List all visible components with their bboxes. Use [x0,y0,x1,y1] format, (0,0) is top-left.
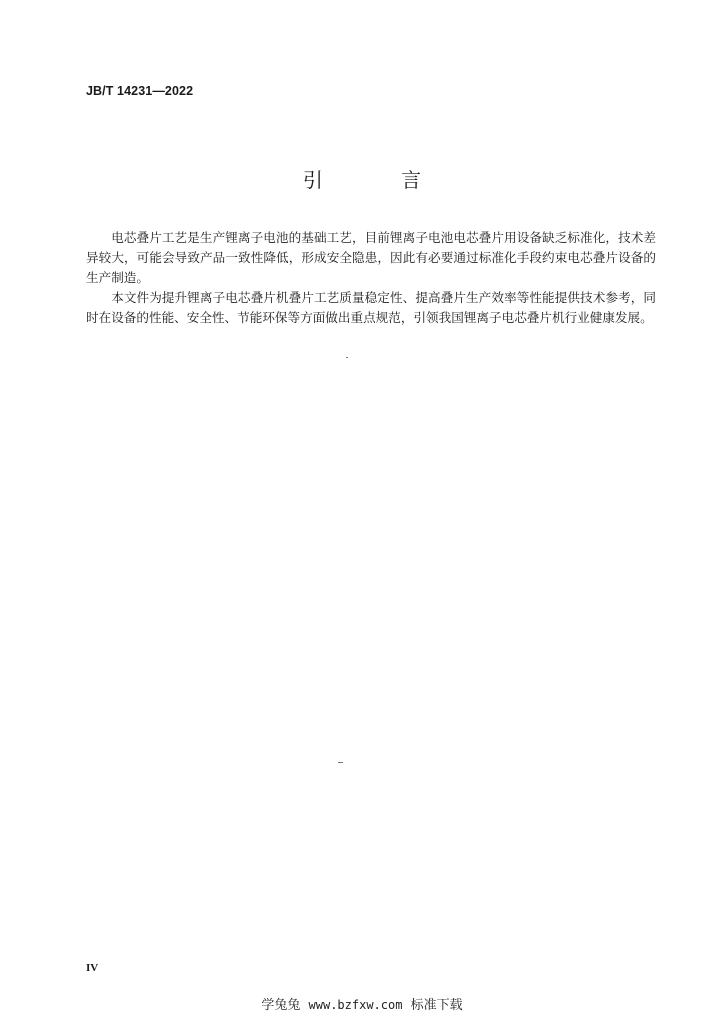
paragraph-1: 电芯叠片工艺是生产锂离子电池的基础工艺，目前锂离子电池电芯叠片用设备缺乏标准化，技术差异较大，可能会导致产品一致性降低，形成安全隐患，因此有必要通过标准化手段约束电芯叠片设备的生产制造。 [86,230,656,285]
standard-number: JB/T 14231—2022 [86,84,194,98]
footer-watermark [0,994,724,1013]
footer-site-name: 学兔兔 [261,998,301,1013]
page-title: 引 言 [302,168,458,192]
scan-artifact [338,762,343,763]
scan-artifact [346,357,348,358]
footer-url[interactable]: www.bzfxw.com [308,998,403,1012]
body-text [86,228,656,328]
footer-tagline: 标准下载 [410,998,463,1013]
paragraph-2: 本文件为提升锂离子电芯叠片机叠片工艺质量稳定性、提高叠片生产效率等性能提供技术参考，同时在设备的性能、安全性、节能环保等方面做出重点规范，引领我国锂离子电芯叠片机行业健康发展。 [86,290,656,325]
page-number: IV [86,962,99,974]
